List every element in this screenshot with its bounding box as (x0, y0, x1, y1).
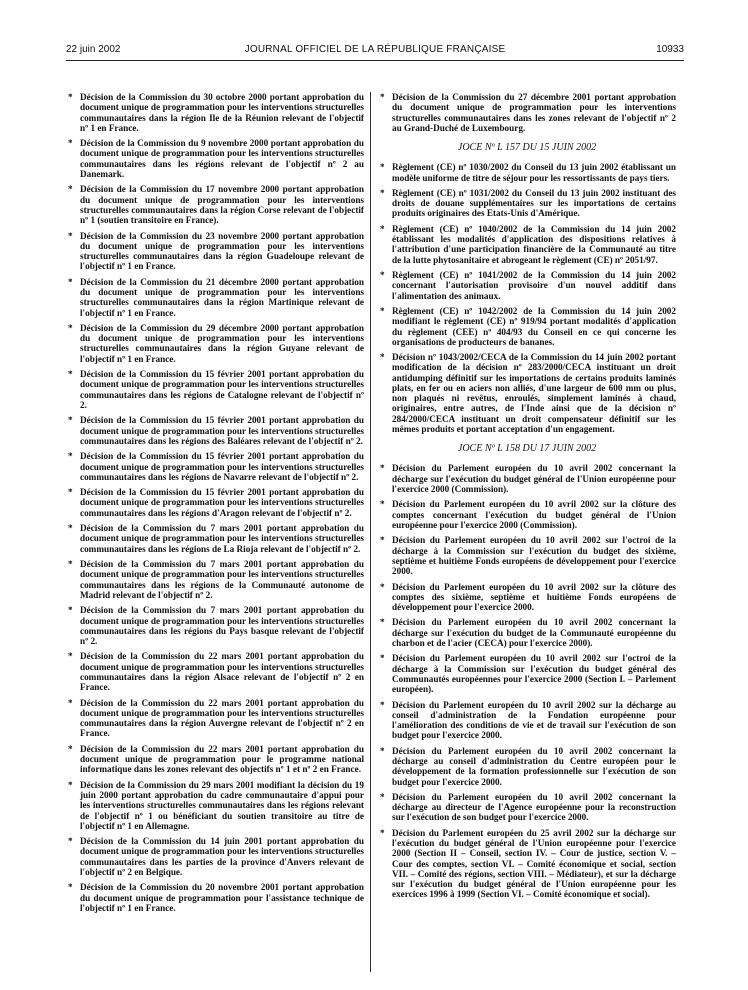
list-item (378, 352, 676, 434)
bullet-icon: * (380, 187, 385, 198)
list-item (378, 535, 676, 576)
bullet-icon: * (68, 230, 73, 241)
bullet-icon: * (380, 617, 385, 628)
list-item (66, 836, 364, 877)
entry-text: Règlement (CE) nº 1042/2002 de la Commission du 14 juin 2002 modifiant le règlement (CE) nº 919/94 portant modalités d'application du règlement (CEE) nº 404/93 du Conseil en ce qui concerne les organisations de producteurs de bananes. (392, 306, 676, 347)
bullet-icon: * (68, 743, 73, 754)
list-item (66, 323, 364, 364)
bullet-icon: * (68, 779, 73, 790)
list-item (378, 792, 676, 823)
entry-text: Décision du Parlement européen du 25 avril 2002 sur la décharge sur l'exécution du budget général de l'Union européenne pour l'exercice 2000 (Section II – Conseil, section IV. – Cour de justice, section V. – Cour des comptes, section VI. – Comité économique et social, section VII. – Comité des régions, section VIII. – Médiateur), et sur la décharge sur l'exécution du budget général de l'Union européenne pour les exercices 1996 à 1999 (Section VI. – Comité économique et social). (392, 827, 676, 900)
bullet-icon: * (68, 322, 73, 333)
journal-title: JOURNAL OFFICIEL DE LA RÉPUBLIQUE FRANÇAISE (244, 44, 506, 55)
list-item (378, 306, 676, 347)
list-item (378, 746, 676, 787)
bullet-icon: * (380, 699, 385, 710)
column-divider (370, 92, 371, 972)
bullet-icon: * (380, 581, 385, 592)
bullet-icon: * (68, 415, 73, 426)
bullet-icon: * (380, 535, 385, 546)
bullet-icon: * (380, 791, 385, 802)
list-item (66, 415, 364, 446)
bullet-icon: * (380, 653, 385, 664)
list-item (378, 499, 676, 530)
bullet-icon: * (68, 276, 73, 287)
bullet-icon: * (380, 499, 385, 510)
entry-text: Décision de la Commission du 22 mars 2001 portant approbation du document unique de programmation pour le programme national informatique dans les zones relevant des objectifs nº 1 et nº 2 en France. (80, 743, 364, 775)
entry-text: Décision de la Commission du 17 novembre 2000 portant approbation du document unique de programmation pour les interventions structurelles communautaires dans la région Corse relevant de l'objectif nº 1 (soutien transitoire en France). (80, 184, 364, 226)
list-item (378, 270, 676, 301)
bullet-icon: * (68, 369, 73, 380)
list-item (66, 451, 364, 482)
list-item (66, 138, 364, 179)
list-item (66, 369, 364, 410)
list-item (378, 653, 676, 694)
list-item (378, 582, 676, 613)
issue-date: 22 juin 2002 (66, 44, 121, 55)
list-item (378, 828, 676, 900)
entry-text: Décision du Parlement européen du 10 avril 2002 sur l'octroi de la décharge à la Commission sur l'exécution du budget général des Communautés européennes pour l'exercice 2000 (Section I. – Parlement européen). (392, 653, 676, 695)
entry-text: Décision de la Commission du 22 mars 2001 portant approbation du document unique de programmation pour les interventions structurelles communautaires dans la région Alsace relevant de l'objectif nº 2 en France. (80, 651, 364, 693)
bullet-icon: * (380, 306, 385, 316)
bullet-icon: * (68, 605, 73, 616)
bullet-icon: * (380, 745, 385, 756)
bullet-icon: * (380, 352, 385, 363)
left-column (66, 92, 364, 918)
entry-text: Décision du Parlement européen du 10 avril 2002 sur la clôture des comptes des sixième, septième et huitième Fonds européens de développement pour l'exercice 2000. (392, 581, 676, 612)
list-item (66, 698, 364, 739)
entry-text: Décision de la Commission du 7 mars 2001 portant approbation du document unique de programmation pour les interventions structurelles communautaires dans les régions de la Communauté autonome de Madrid relevant de l'objectif nº 2. (80, 559, 364, 600)
entry-text: Décision de la Commission du 7 mars 2001 portant approbation du document unique de programmation pour les interventions structurelles communautaires dans les régions de La Rioja relevant de l'objectif nº 2. (80, 523, 364, 554)
header-rule (66, 60, 684, 61)
entry-text: Décision du Parlement européen du 10 avril 2002 concernant la décharge sur l'exécution du budget de la Communauté européenne du charbon et de l'acier (CECA) pour l'exercice 2000). (392, 617, 676, 648)
entry-text: Règlement (CE) nº 1040/2002 de la Commission du 14 juin 2002 établissant les modalités d'application des dispositions relatives à l'attribution d'une participation financière de la Communauté au titre de la lutte phytosanitaire et abrogeant le règlement (CE) nº 2051/97. (392, 223, 676, 265)
list-item (66, 184, 364, 225)
entry-text: Décision de la Commission du 15 février 2001 portant approbation du document unique de programmation pour les interventions structurelles communautaires dans les régions des Baléares relevant de l'objectif nº 2. (80, 415, 364, 446)
bullet-icon: * (380, 270, 385, 281)
list-item (66, 559, 364, 600)
entry-text: Décision de la Commission du 30 octobre 2000 portant approbation du document unique de programmation pour les interventions structurelles communautaires dans la région Ile de la Réunion relevant de l'objectif nº 1 en France. (80, 92, 364, 133)
entry-text: Décision du Parlement européen du 10 avril 2002 concernant la décharge sur l'exécution du budget général de l'Union européenne pour l'exercice 2000 (Commission). (392, 463, 676, 494)
page-header (66, 44, 684, 60)
list-item (66, 231, 364, 272)
list-item (66, 780, 364, 831)
bullet-icon: * (68, 651, 73, 662)
page-number: 10933 (656, 44, 684, 55)
entry-text: Décision du Parlement européen du 10 avril 2002 sur la clôture des comptes concernant l'exécution du budget général de l'Union européenne pour l'exercice 2000 (Commission). (392, 499, 676, 530)
entry-text: Décision de la Commission du 15 février 2001 portant approbation du document unique de programmation pour les interventions structurelles communautaires dans les régions de Catalogne relevant de l'objectif nº 2. (80, 369, 364, 410)
bullet-icon: * (380, 162, 385, 173)
section-heading: JOCE Nº L 157 DU 15 JUIN 2002 (457, 142, 597, 153)
section-heading: JOCE Nº L 158 DU 17 JUIN 2002 (457, 443, 597, 455)
bullet-icon: * (380, 463, 385, 474)
entry-text: Décision du Parlement européen du 10 avril 2002 sur l'octroi de la décharge à la Commission sur l'exécution du budget des sixième, septième et huitième Fonds européens de développement pour l'exercice 2000. (392, 535, 676, 577)
bullet-icon: * (68, 836, 73, 847)
entry-text: Décision du Parlement européen du 10 avril 2002 concernant la décharge au directeur de l'Agence européenne pour la reconstruction sur l'exécution de son budget pour l'exercice 2000. (392, 791, 676, 823)
entry-text: Décision de la Commission du 29 décembre 2000 portant approbation du document unique de programmation pour les interventions structurelles communautaires dans la région Guyane relevant de l'objectif nº 1 en France. (80, 322, 364, 364)
entry-text: Règlement (CE) nº 1031/2002 du Conseil du 13 juin 2002 instituant des droits de douane supplémentaires sur les importations de certains produits originaires des Etats-Unis d'Amérique. (392, 187, 676, 219)
bullet-icon: * (68, 92, 73, 102)
entry-text: Décision de la Commission du 29 mars 2001 modifiant la décision du 19 juin 2000 portant approbation du cadre communautaire d'appui pour les interventions structurelles communautaires dans les régions relevant de l'objectif nº 1 ou bénéficiant du soutien transitoire au titre de l'objectif nº 1 en Allemagne. (80, 779, 364, 831)
bullet-icon: * (68, 184, 73, 195)
list-item (378, 700, 676, 741)
bullet-icon: * (380, 223, 385, 234)
entry-text: Décision de la Commission du 14 juin 2001 portant approbation du document unique de programmation pour les interventions structurelles communautaires dans les parties de la province d'Anvers relevant de l'objectif nº 2 en Belgique. (80, 836, 364, 877)
entry-text: Décision de la Commission du 7 mars 2001 portant approbation du document unique de programmation pour les interventions structurelles communautaires dans les régions du Pays basque relevant de l'objectif nº 2. (80, 605, 364, 646)
bullet-icon: * (68, 138, 73, 149)
list-item (66, 744, 364, 775)
list-item (66, 523, 364, 554)
list-item (66, 92, 364, 133)
entry-text: Décision du Parlement européen du 10 avril 2002 sur la décharge au conseil d'administration de la Fondation européenne pour l'amélioration des conditions de vie et de travail sur l'exécution de son budget pour l'exercice 2000. (392, 699, 676, 741)
bullet-icon: * (380, 92, 385, 102)
bullet-icon: * (68, 451, 73, 462)
bullet-icon: * (68, 487, 73, 498)
right-column (378, 92, 676, 905)
entry-text: Décision nº 1043/2002/CECA de la Commission du 14 juin 2002 portant modification de la décision nº 283/2000/CECA instituant un droit antidumping définitif sur les importations de certains produits laminés plats, en fer ou en aciers non alliés, d'une largeur de 600 mm ou plus, non plaqués ni revêtus, enroulés, simplement laminés à chaud, originaires, entre autres, de l'Inde ainsi que de la décision nº 284/2000/CECA instituant un droit compensateur définitif sur les mêmes produits et portant acceptation d'un engagement. (392, 352, 676, 434)
entry-text: Décision de la Commission du 15 février 2001 portant approbation du document unique de programmation pour les interventions structurelles communautaires dans les régions d'Aragon relevant de l'objectif nº 2. (80, 487, 364, 518)
list-item (66, 882, 364, 913)
bullet-icon: * (68, 559, 73, 570)
entry-text: Décision de la Commission du 9 novembre 2000 portant approbation du document unique de programmation pour les interventions structurelles communautaires dans les régions relevant de l'objectif nº 2 au Danemark. (80, 138, 364, 179)
entry-text: Décision de la Commission du 15 février 2001 portant approbation du document unique de programmation pour les interventions structurelles communautaires dans les régions de Navarre relevant de l'objectif nº 2. (80, 451, 364, 482)
entry-text: Décision du Parlement européen du 10 avril 2002 concernant la décharge au conseil d'administration du Centre européen pour le développement de la formation professionnelle sur l'exécution de son budget pour l'exercice 2000. (392, 745, 676, 787)
bullet-icon: * (68, 882, 73, 893)
list-item (378, 224, 676, 265)
entry-text: Décision de la Commission du 27 décembre 2001 portant approbation du document unique de programmation pour les interventions structurelles communautaires dans les zones relevant de l'objectif nº 2 au Grand-Duché de Luxembourg. (392, 92, 676, 133)
list-item (66, 487, 364, 518)
list-item (378, 92, 676, 133)
list-item (66, 605, 364, 646)
bullet-icon: * (380, 827, 385, 838)
entry-text: Règlement (CE) nº 1041/2002 de la Commission du 14 juin 2002 concernant l'autorisation provisoire d'un nouvel additif dans l'alimentation des animaux. (392, 270, 676, 301)
list-item (378, 162, 676, 183)
entry-text: Règlement (CE) nº 1030/2002 du Conseil du 13 juin 2002 établissant un modèle uniforme de titre de séjour pour les ressortissants de pays tiers. (392, 162, 676, 183)
entry-text: Décision de la Commission du 20 novembre 2001 portant approbation du document unique de programmation pour l'assistance technique de l'objectif nº 1 en France. (80, 882, 364, 913)
list-item (378, 188, 676, 219)
entry-text: Décision de la Commission du 21 décembre 2000 portant approbation du document unique de programmation pour les interventions structurelles communautaires dans la région Martinique relevant de l'objectif nº 1 en France. (80, 276, 364, 318)
list-item (66, 277, 364, 318)
list-item (378, 463, 676, 494)
list-item (378, 617, 676, 648)
bullet-icon: * (68, 697, 73, 708)
entry-text: Décision de la Commission du 23 novembre 2000 portant approbation du document unique de programmation pour les interventions structurelles communautaires dans la région Guadeloupe relevant de l'objectif nº 1 en France. (80, 230, 364, 272)
bullet-icon: * (68, 523, 73, 534)
entry-text: Décision de la Commission du 22 mars 2001 portant approbation du document unique de programmation pour les interventions structurelles communautaires dans la région Auvergne relevant de l'objectif nº 2 en France. (80, 697, 364, 739)
list-item (66, 651, 364, 692)
